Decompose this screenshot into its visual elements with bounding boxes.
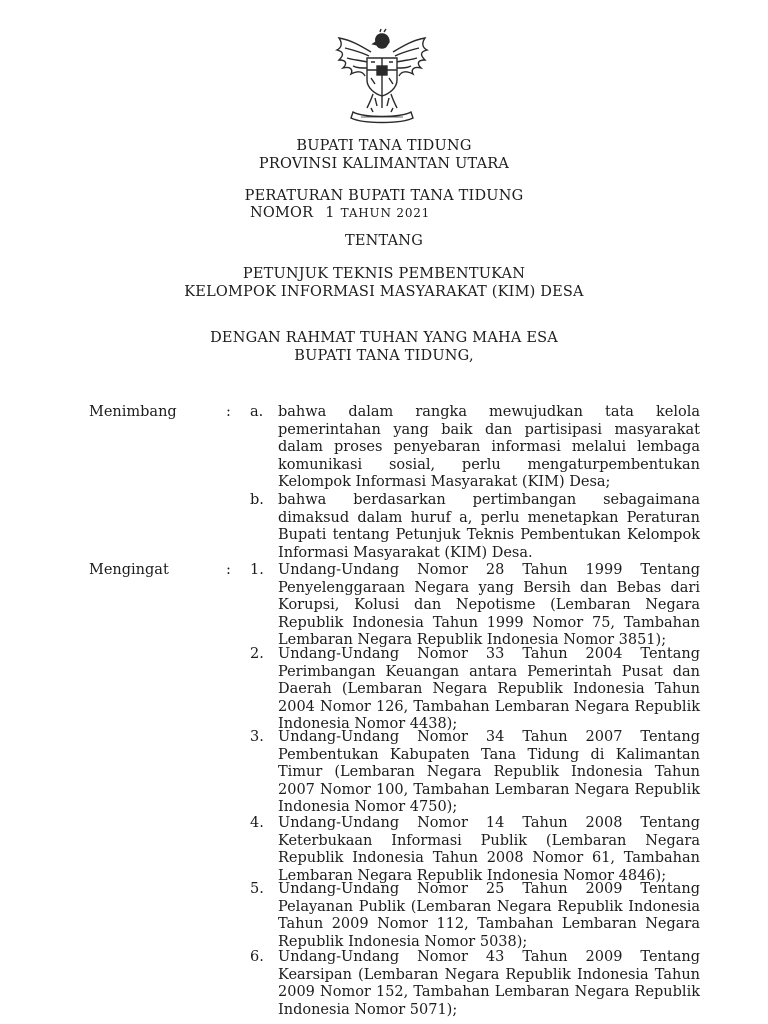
mengingat-marker-5: 5. <box>250 881 264 897</box>
mengingat-marker-6: 6. <box>250 949 264 965</box>
mengingat-item-2: Undang-Undang Nomor 33 Tahun 2004 Tentang Perimbangan Keuangan antara Pemerintah Pusat dan Daerah (Lembaran Negara Republik Indonesia Tahun 2004 Nomor 126, Tambahan Lembaran Negara Republik Indonesia Nomor 4438); <box>278 646 700 732</box>
mengingat-item-6: Undang-Undang Nomor 43 Tahun 2009 Tentang Kearsipan (Lembaran Negara Republik Indonesia Tahun 2009 Nomor 152, Tambahan Lembaran Negara Republik Indonesia Nomor 5071); <box>278 949 700 1018</box>
tentang-heading: TENTANG <box>345 233 423 249</box>
rahmat-line-1: DENGAN RAHMAT TUHAN YANG MAHA ESA <box>210 330 558 346</box>
nomor-value: 1 <box>325 205 335 221</box>
regent-title: BUPATI TANA TIDUNG <box>296 138 472 154</box>
mengingat-item-5: Undang-Undang Nomor 25 Tahun 2009 Tentang Pelayanan Publik (Lembaran Negara Republik Indonesia Tahun 2009 Nomor 112, Tambahan Lembaran Negara Republik Indonesia Nomor 5038); <box>278 881 700 950</box>
tahun-text: TAHUN 2021 <box>340 206 431 220</box>
mengingat-item-1: Undang-Undang Nomor 28 Tahun 1999 Tentang Penyelenggaraan Negara yang Bersih dan Bebas dari Korupsi, Kolusi dan Nepotisme (Lembaran Negara Republik Indonesia Tahun 1999 Nomor 75, Tambahan Lembaran Negara Republik Indonesia Nomor 3851); <box>278 562 700 648</box>
menimbang-label: Menimbang <box>89 404 177 420</box>
province-title: PROVINSI KALIMANTAN UTARA <box>258 156 510 172</box>
mengingat-label: Mengingat <box>89 562 169 578</box>
mengingat-item-4: Undang-Undang Nomor 14 Tahun 2008 Tentang Keterbukaan Informasi Publik (Lembaran Negara Republik Indonesia Tahun 2008 Nomor 61, Tambahan Lembaran Negara Republik Indonesia Nomor 4846); <box>278 815 700 884</box>
mengingat-item-3: Undang-Undang Nomor 34 Tahun 2007 Tentang Pembentukan Kabupaten Tana Tidung di Kalimantan Timur (Lembaran Negara Republik Indonesia Tahun 2007 Nomor 100, Tambahan Lembaran Negara Republik Indonesia Nomor 4750); <box>278 729 700 815</box>
mengingat-marker-2: 2. <box>250 646 264 662</box>
regulation-title: PERATURAN BUPATI TANA TIDUNG <box>244 188 524 204</box>
subject-line-1: PETUNJUK TEKNIS PEMBENTUKAN <box>242 266 526 282</box>
mengingat-marker-4: 4. <box>250 815 264 831</box>
menimbang-marker-a: a. <box>250 404 264 420</box>
menimbang-item-b: bahwa berdasarkan pertimbangan sebagaimana dimaksud dalam huruf a, perlu menetapkan Peraturan Bupati tentang Petunjuk Teknis Pembentukan Kelompok Informasi Masyarakat (KIM) Desa. <box>278 492 700 561</box>
menimbang-item-a: bahwa dalam rangka mewujudkan tata kelola pemerintahan yang baik dan partisipasi masyarakat dalam proses penyebaran informasi melalui lembaga komunikasi sosial, perlu mengaturpembentukan Kelompok Informasi Masyarakat (KIM) Desa; <box>278 404 700 490</box>
mengingat-colon: : <box>226 562 231 578</box>
mengingat-marker-3: 3. <box>250 729 264 745</box>
mengingat-marker-1: 1. <box>250 562 264 578</box>
garuda-emblem-icon <box>331 28 433 126</box>
rahmat-line-2: BUPATI TANA TIDUNG, <box>294 348 474 364</box>
nomor-label: NOMOR <box>250 205 314 221</box>
menimbang-marker-b: b. <box>250 492 264 508</box>
regulation-number <box>250 205 430 221</box>
subject-line-2: KELOMPOK INFORMASI MASYARAKAT (KIM) DESA <box>184 284 584 300</box>
menimbang-colon: : <box>226 404 231 420</box>
